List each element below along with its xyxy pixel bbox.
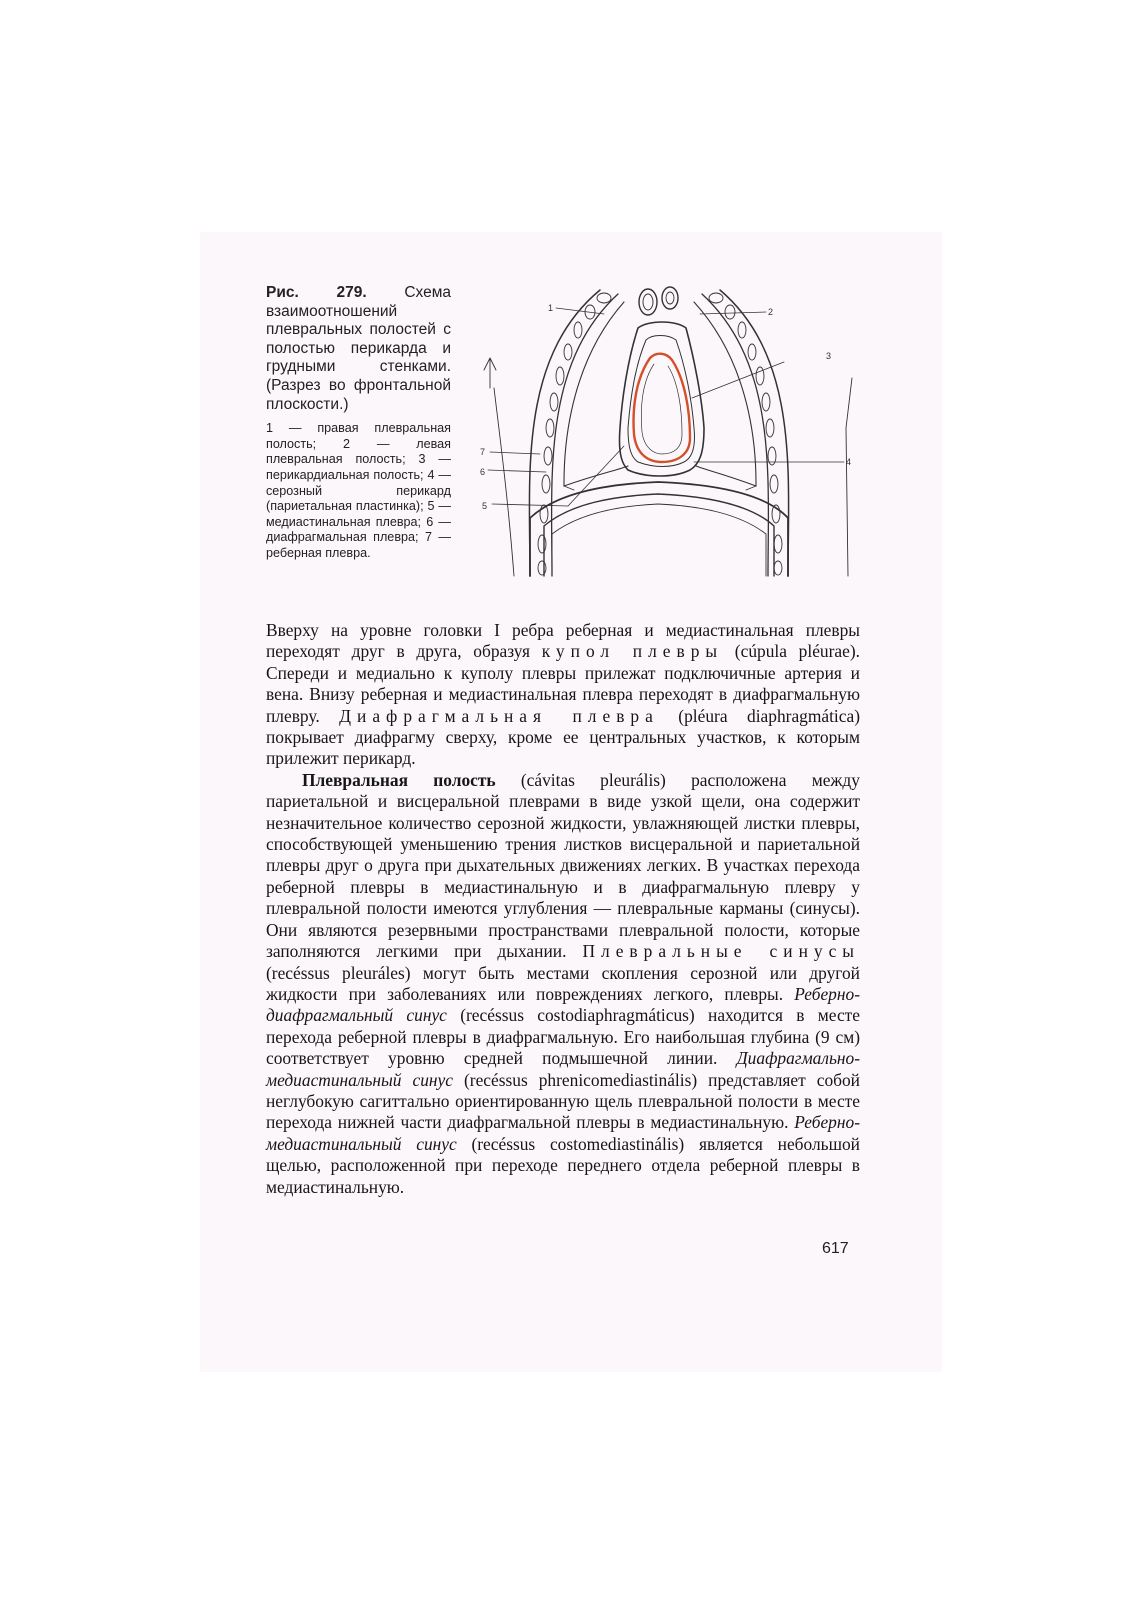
figure-label: Рис. 279.	[266, 284, 367, 301]
term-phrenicomediastinal-sinus: Диафрагмально-медиастинальный синус	[266, 1048, 860, 1090]
page-number: 617	[822, 1240, 849, 1257]
label-number-2: 2	[768, 307, 774, 317]
text-run: (recéssus pleuráles) могут быть местами скопления серозной или другой жидкости при заболеваниях или повреждениях легкого, плевры.	[266, 962, 860, 1004]
label-number-4: 4	[846, 457, 852, 467]
pericardial-cavity	[641, 364, 682, 454]
text-run: Вверху на уровне головки I ребра реберная и медиастинальная плевры переходят друг в друга, образуя	[266, 620, 860, 662]
chest-wall-left-outer	[529, 290, 600, 576]
term-pleural-sinuses: Плевральные синусы	[582, 941, 860, 962]
term-pleural-cavity: Плевральная полость	[302, 769, 496, 790]
label-number-5: 5	[482, 501, 488, 511]
label-number-7: 7	[480, 447, 486, 457]
paragraph-pleural-cavity	[266, 770, 860, 1198]
text-run: (recéssus phrenicomediastinális) представляет собой неглубокую сагиттально ориентированную щель плевральной полости в месте перехода нижней части диафрагмальной плевры в медиастинальную.	[266, 1069, 860, 1133]
text-run: (recéssus costomediastinális) является небольшой щелью, расположенной при переходе переднего отдела реберной плевры в медиастинальную.	[266, 1133, 860, 1197]
trachea-section	[639, 289, 657, 315]
chest-wall-right-inner	[702, 294, 768, 576]
paragraph-cupula	[266, 620, 860, 770]
text-run: (cúpula pléurae). Спереди и медиально к куполу плевры прилежат подключичные артерия и вена. Внизу реберная и медиастинальная плевра переходят в диафрагмальную плевру.	[266, 641, 860, 726]
text-run: (pléura diaphragmática) покрывает диафрагму сверху, кроме ее центральных участков, к которым прилежит перикард.	[266, 705, 860, 769]
arrow-left	[484, 358, 496, 388]
label-number-3: 3	[826, 351, 832, 361]
figure-caption	[266, 284, 451, 562]
diaphragm-upper	[530, 482, 788, 576]
figure-legend: 1 — правая плевральная полость; 2 — левая плевральная полость; 3 — перикардиальная полость; 4 — серозный перикард (париетальная пластинка); 5 — медиастинальная плевра; 6 — диафрагмальная плевра; 7 — реберная плевра.	[266, 421, 451, 560]
chest-wall-right-outer	[720, 290, 789, 576]
label-number-6: 6	[480, 467, 486, 477]
diaphragm-lower	[544, 494, 774, 576]
pleura-diagram	[478, 278, 864, 578]
pericardium-outer	[619, 322, 704, 476]
term-costodiaphragmatic-sinus: Реберно-диафрагмальный синус	[266, 983, 860, 1026]
pleura-diagram-svg	[478, 278, 864, 578]
label-number-1: 1	[548, 303, 554, 313]
figure-title	[266, 284, 451, 414]
text-run: (recéssus costodiaphragmáticus) находится в месте перехода реберной плевры в диафрагмальную. Его наибольшая глубина (9 см) соответствует уровню средней подмышечной линии.	[266, 1005, 860, 1069]
serous-pericardium	[634, 354, 690, 462]
term-diaphragmatic-pleura: Диафрагмальная плевра	[339, 705, 659, 726]
term-costomediastinal-sinus: Реберно-медиастинальный синус	[266, 1112, 860, 1154]
body-text	[266, 620, 860, 1198]
text-run: (cávitas pleurális) расположена между париетальной и висцеральной плеврами в виде узкой щели, она содержит незначительное количество серозной жидкости, увлажняющей листки плевры, способствующей уменьшению трения листков висцеральной и париетальной плевры друг о друга при дыхательных движениях легких. В участках перехода реберной плевры в медиастинальную и в диафрагмальную плевру у плевральной полости имеются углубления — плевральные карманы (синусы). Они являются резервными пространствами плевральной полости, которые заполняются легкими при дыхании.	[266, 769, 860, 962]
esophagus-section	[662, 287, 678, 309]
figure-title-text: Схема взаимоотношений плевральных полостей с полостью перикарда и грудными стенками. (Разрез во фронтальной плоскости.)	[266, 284, 451, 413]
term-cupula: купол плевры	[541, 641, 724, 662]
